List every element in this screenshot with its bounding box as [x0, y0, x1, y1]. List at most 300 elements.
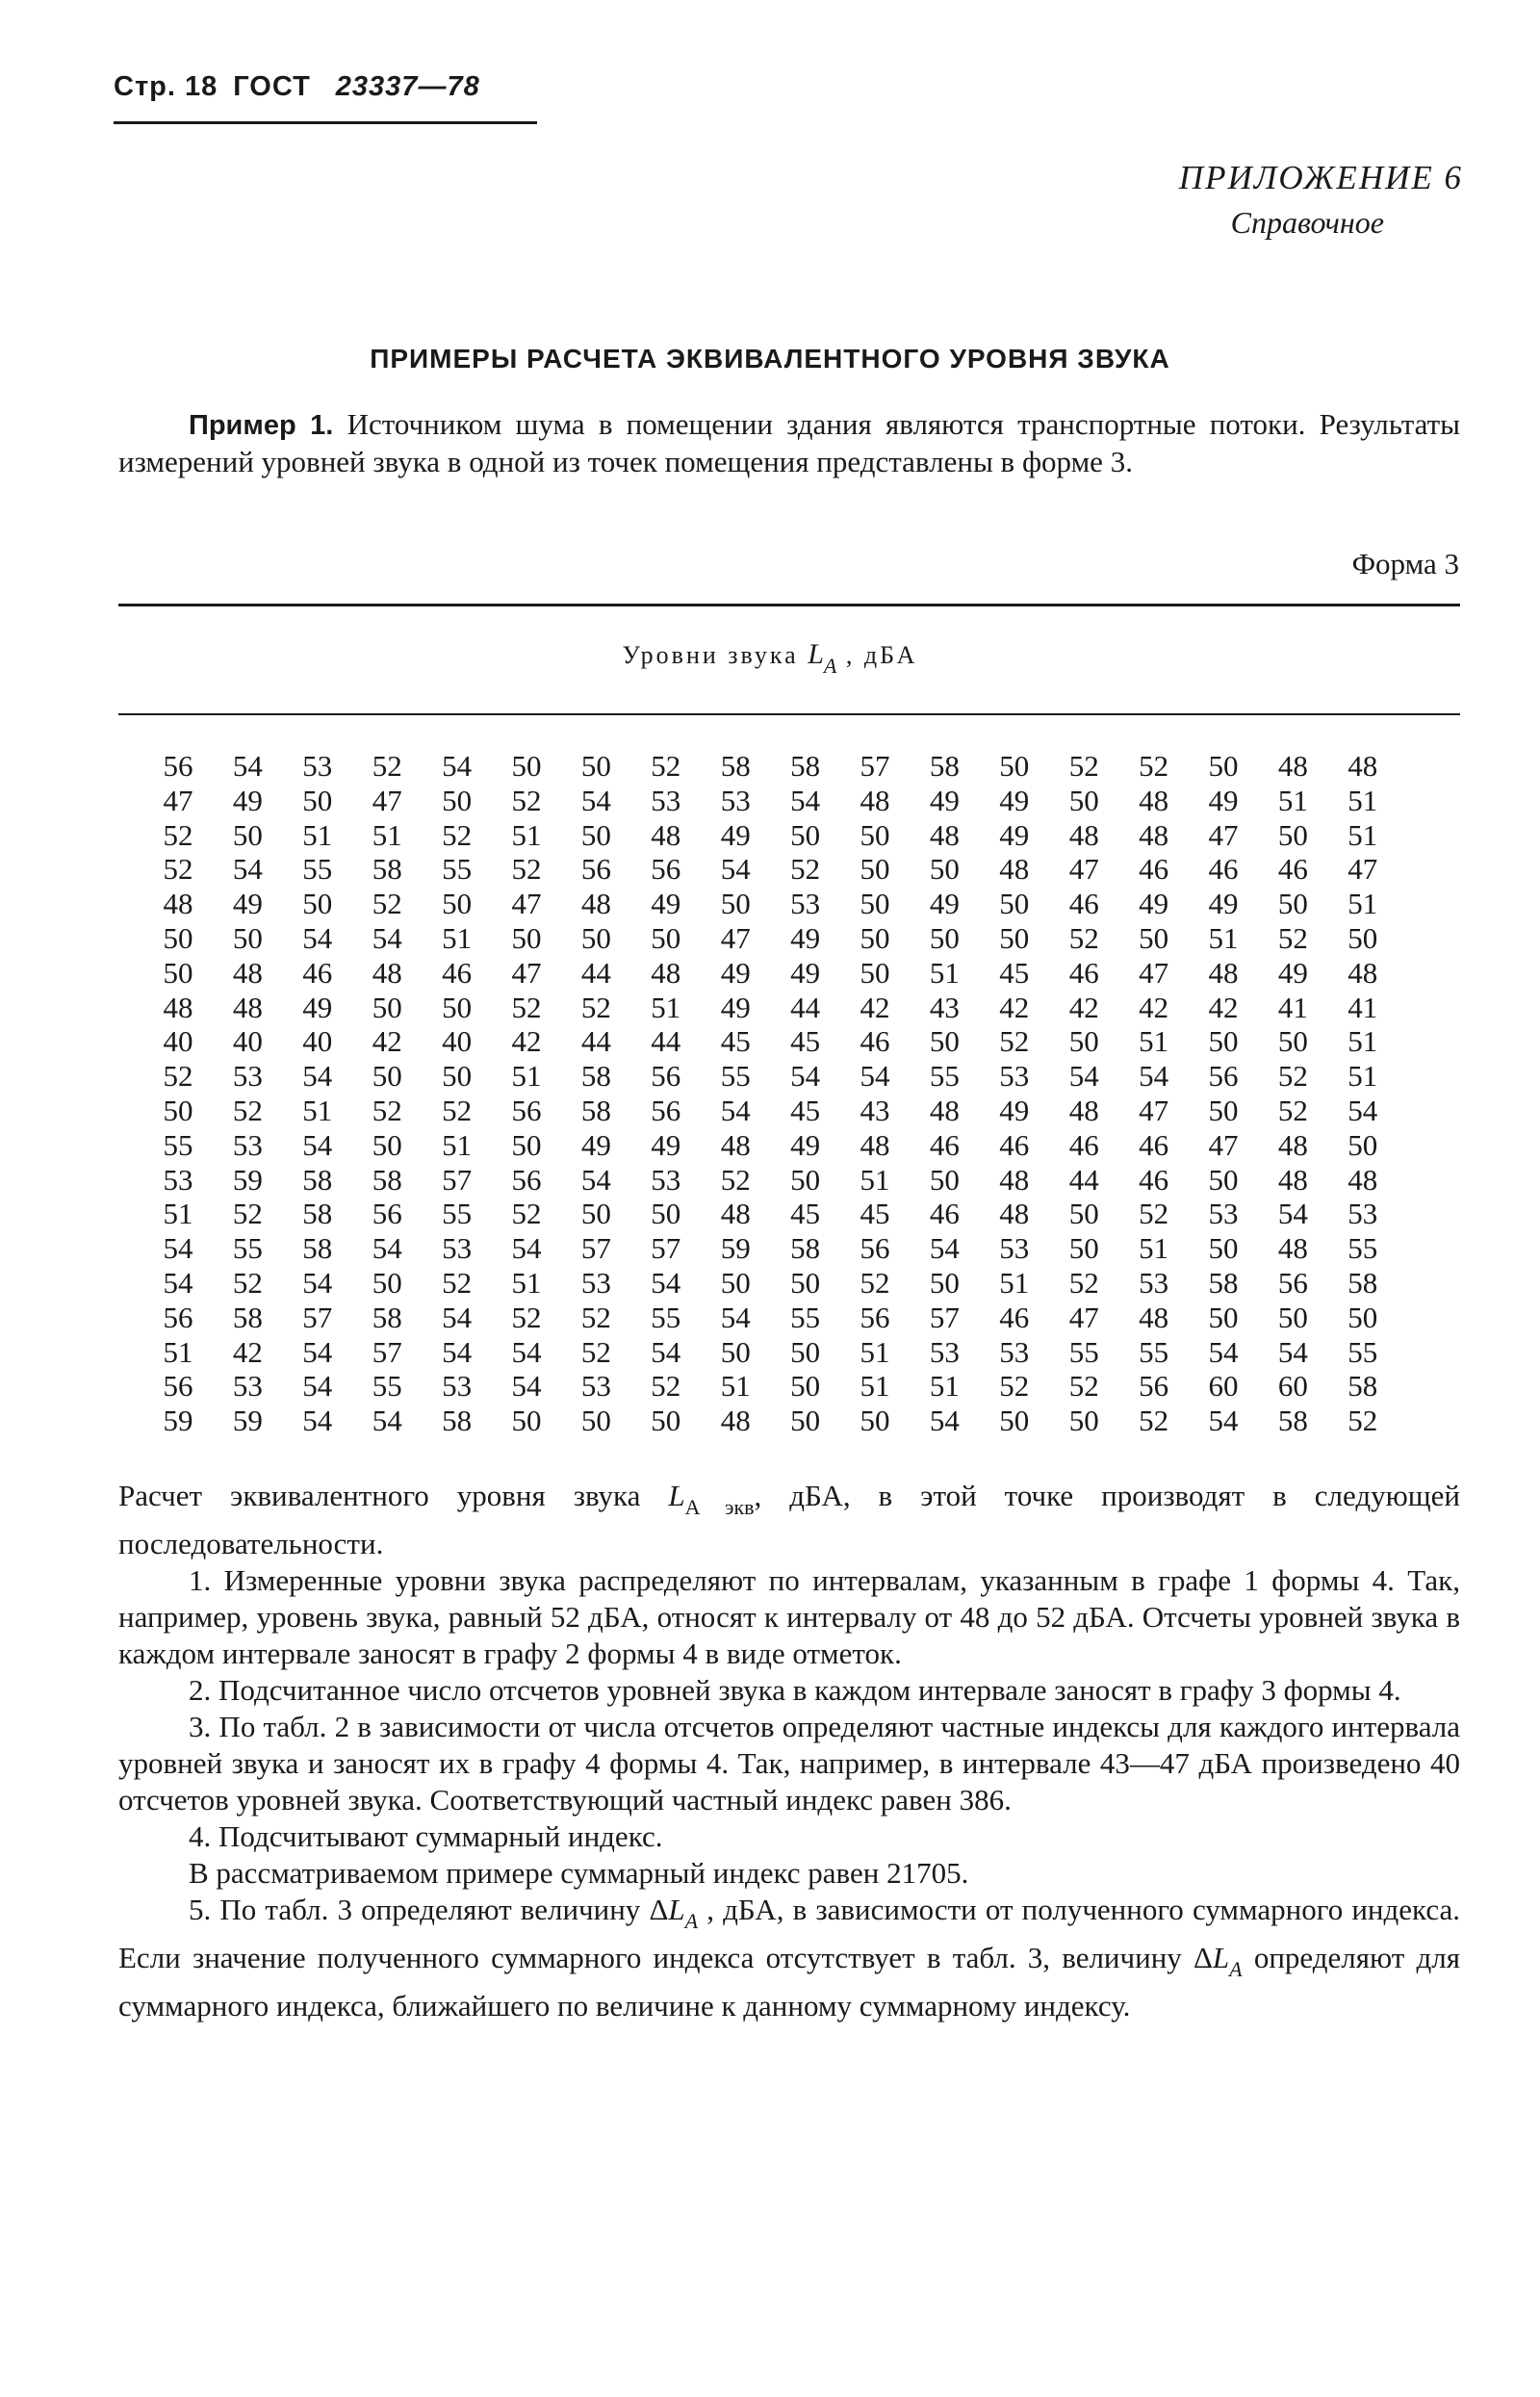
table-cell: 49 [1277, 955, 1308, 990]
table-cell: 50 [860, 852, 890, 887]
table-cell: 58 [1208, 1265, 1239, 1300]
table-row [154, 991, 1415, 1025]
appendix-subtitle: Справочное [1230, 205, 1384, 240]
table-cell: 49 [580, 1127, 611, 1162]
table-cell: 47 [163, 783, 193, 817]
table-cell: 50 [1277, 1300, 1308, 1334]
table-cell: 50 [790, 817, 821, 852]
table-cell: 48 [1139, 1300, 1169, 1334]
caption-subscript: A [823, 654, 837, 678]
table-cell: 46 [1277, 852, 1308, 887]
table-cell: 50 [511, 1127, 542, 1162]
table-cell: 56 [511, 1162, 542, 1197]
table-cell: 46 [1139, 1127, 1169, 1162]
table-cell: 44 [651, 1024, 681, 1059]
table-cell: 51 [1348, 887, 1378, 921]
table-cell: 53 [580, 1369, 611, 1404]
table-cell: 51 [1277, 783, 1308, 817]
table-cell: 46 [1139, 1162, 1169, 1197]
table-cell: 50 [720, 1334, 751, 1369]
table-cell: 52 [1277, 1093, 1308, 1127]
table-cell: 48 [1068, 1093, 1099, 1127]
table-cell: 50 [511, 1404, 542, 1438]
table-cell: 51 [163, 1197, 193, 1231]
table-cell: 50 [442, 783, 473, 817]
table-cell: 58 [790, 1231, 821, 1266]
table-cell: 50 [929, 1162, 960, 1197]
table-cell: 58 [1277, 1404, 1308, 1438]
table-cell: 52 [1068, 1265, 1099, 1300]
table-cell: 48 [580, 887, 611, 921]
table-cell: 48 [720, 1197, 751, 1231]
table-cell: 47 [372, 783, 402, 817]
table-cell: 54 [442, 1300, 473, 1334]
table-cell: 52 [511, 1197, 542, 1231]
form-label: Форма 3 [1351, 547, 1459, 580]
table-cell: 49 [999, 1093, 1030, 1127]
table-cell: 53 [442, 1369, 473, 1404]
table-cell: 48 [1139, 817, 1169, 852]
table-cell: 45 [790, 1197, 821, 1231]
table-row [154, 1128, 1415, 1163]
table-cell: 50 [1068, 1404, 1099, 1438]
intro-paragraph [118, 406, 1460, 480]
table-cell: 54 [302, 1265, 333, 1300]
table-cell: 55 [442, 852, 473, 887]
table-cell: 50 [580, 1404, 611, 1438]
table-cell: 48 [929, 1093, 960, 1127]
table-cell: 49 [651, 887, 681, 921]
table-cell: 49 [651, 1127, 681, 1162]
table-cell: 51 [511, 1059, 542, 1094]
table-cell: 48 [1277, 1162, 1308, 1197]
table-cell: 50 [1068, 783, 1099, 817]
table-cell: 56 [1208, 1059, 1239, 1094]
table-cell: 52 [511, 1300, 542, 1334]
standard-number: 23337—78 [335, 71, 480, 102]
table-cell: 54 [1068, 1059, 1099, 1094]
table-cell: 52 [580, 990, 611, 1024]
table-cell: 42 [372, 1024, 402, 1059]
table-row [154, 784, 1415, 818]
table-cell: 50 [999, 887, 1030, 921]
table-cell: 50 [860, 955, 890, 990]
table-row [154, 1369, 1415, 1404]
table-cell: 53 [999, 1231, 1030, 1266]
table-cell: 52 [163, 852, 193, 887]
table-cell: 47 [1139, 1093, 1169, 1127]
header-underline [114, 121, 537, 124]
table-row [154, 1024, 1415, 1059]
table-cell: 58 [580, 1059, 611, 1094]
delta-symbol-2: L [1212, 1941, 1230, 1974]
table-cell: 42 [999, 990, 1030, 1024]
table-cell: 55 [720, 1059, 751, 1094]
table-cell: 50 [929, 920, 960, 955]
delta-subscript: A [684, 1909, 699, 1933]
table-cell: 58 [442, 1404, 473, 1438]
table-cell: 59 [232, 1162, 263, 1197]
table-cell: 49 [999, 817, 1030, 852]
table-cell: 49 [790, 1127, 821, 1162]
table-cell: 53 [163, 1162, 193, 1197]
table-cell: 54 [442, 1334, 473, 1369]
table-cell: 56 [372, 1197, 402, 1231]
calc-intro-text-end: , дБА, в этой точке производят в следующей последовательности. [118, 1479, 1460, 1560]
caption-prefix: Уровни звука [622, 641, 808, 669]
table-cell: 49 [929, 887, 960, 921]
table-cell: 50 [1208, 1162, 1239, 1197]
page-number: Стр. 18 [114, 71, 218, 102]
table-cell: 58 [1348, 1369, 1378, 1404]
step-4-paragraph: 4. Подсчитывают суммарный индекс. [189, 1819, 663, 1853]
table-cell: 54 [442, 749, 473, 783]
table-cell: 58 [929, 749, 960, 783]
table-cell: 47 [1348, 852, 1378, 887]
table-row [154, 818, 1415, 853]
table-cell: 54 [302, 1369, 333, 1404]
table-cell: 54 [580, 783, 611, 817]
table-cell: 51 [442, 920, 473, 955]
table-cell: 58 [372, 1300, 402, 1334]
table-cell: 51 [372, 817, 402, 852]
table-cell: 50 [1277, 1024, 1308, 1059]
table-cell: 54 [302, 1404, 333, 1438]
table-row [154, 1404, 1415, 1438]
table-cell: 56 [860, 1300, 890, 1334]
table-cell: 47 [1068, 1300, 1099, 1334]
appendix-title: ПРИЛОЖЕНИЕ 6 [1178, 159, 1463, 196]
table-cell: 50 [1208, 749, 1239, 783]
table-cell: 52 [790, 852, 821, 887]
table-cell: 50 [580, 817, 611, 852]
table-cell: 50 [1277, 887, 1308, 921]
table-cell: 55 [790, 1300, 821, 1334]
table-cell: 50 [580, 920, 611, 955]
table-cell: 40 [163, 1024, 193, 1059]
table-cell: 46 [1208, 852, 1239, 887]
table-cell: 50 [372, 1265, 402, 1300]
table-cell: 54 [790, 1059, 821, 1094]
table-cell: 56 [163, 1369, 193, 1404]
table-cell: 51 [1348, 1059, 1378, 1094]
table-cell: 48 [1068, 817, 1099, 852]
table-cell: 52 [232, 1093, 263, 1127]
table-cell: 56 [163, 1300, 193, 1334]
table-cell: 57 [372, 1334, 402, 1369]
table-cell: 45 [790, 1093, 821, 1127]
table-cell: 55 [372, 1369, 402, 1404]
table-cell: 52 [232, 1197, 263, 1231]
table-cell: 58 [302, 1162, 333, 1197]
table-cell: 55 [163, 1127, 193, 1162]
table-cell: 55 [232, 1231, 263, 1266]
table-cell: 53 [1139, 1265, 1169, 1300]
table-cell: 52 [1068, 920, 1099, 955]
table-cell: 50 [720, 887, 751, 921]
table-cell: 50 [1208, 1231, 1239, 1266]
table-cell: 54 [720, 1300, 751, 1334]
table-cell: 54 [372, 1404, 402, 1438]
table-cell: 52 [1277, 920, 1308, 955]
table-row [154, 1094, 1415, 1128]
table-cell: 48 [999, 852, 1030, 887]
table-cell: 46 [1068, 887, 1099, 921]
table-cell: 53 [580, 1265, 611, 1300]
table-cell: 48 [1348, 955, 1378, 990]
table-cell: 52 [651, 749, 681, 783]
table-row [154, 1301, 1415, 1335]
table-cell: 50 [860, 887, 890, 921]
table-cell: 54 [511, 1334, 542, 1369]
table-cell: 49 [1208, 887, 1239, 921]
table-cell: 53 [232, 1059, 263, 1094]
table-cell: 49 [929, 783, 960, 817]
table-cell: 52 [1277, 1059, 1308, 1094]
table-cell: 54 [232, 852, 263, 887]
calc-intro-paragraph [118, 1478, 1460, 1562]
table-cell: 50 [1348, 1127, 1378, 1162]
table-cell: 52 [163, 817, 193, 852]
table-cell: 48 [1277, 1231, 1308, 1266]
table-cell: 50 [372, 1059, 402, 1094]
table-cell: 53 [999, 1334, 1030, 1369]
table-cell: 55 [651, 1300, 681, 1334]
table-cell: 54 [163, 1265, 193, 1300]
table-cell: 51 [1139, 1024, 1169, 1059]
table-cell: 53 [720, 783, 751, 817]
table-cell: 52 [372, 749, 402, 783]
table-cell: 48 [232, 990, 263, 1024]
delta-subscript-2: A [1229, 1957, 1243, 1981]
table-cell: 59 [163, 1404, 193, 1438]
level-subscript: A экв [684, 1495, 755, 1519]
table-cell: 56 [1277, 1265, 1308, 1300]
table-cell: 51 [1208, 920, 1239, 955]
table-cell: 53 [232, 1127, 263, 1162]
table-cell: 57 [860, 749, 890, 783]
table-cell: 48 [1208, 955, 1239, 990]
table-cell: 44 [580, 1024, 611, 1059]
table-cell: 56 [651, 1059, 681, 1094]
table-cell: 47 [720, 920, 751, 955]
table-cell: 50 [1348, 1300, 1378, 1334]
table-cell: 50 [1068, 1197, 1099, 1231]
table-cell: 50 [929, 1024, 960, 1059]
table-cell: 52 [442, 817, 473, 852]
table-cell: 52 [511, 852, 542, 887]
table-cell: 48 [163, 990, 193, 1024]
table-cell: 54 [1208, 1334, 1239, 1369]
appendix-label [1179, 159, 1463, 241]
table-cell: 41 [1277, 990, 1308, 1024]
table-cell: 50 [860, 1404, 890, 1438]
table-cell: 47 [511, 887, 542, 921]
table-cell: 50 [999, 1404, 1030, 1438]
table-row [154, 887, 1415, 921]
calc-intro-text: Расчет эквивалентного уровня звука [118, 1479, 669, 1512]
table-cell: 48 [860, 783, 890, 817]
table-cell: 54 [302, 1059, 333, 1094]
table-cell: 48 [1348, 749, 1378, 783]
table-cell: 55 [1068, 1334, 1099, 1369]
table-cell: 52 [1139, 1404, 1169, 1438]
table-cell: 50 [163, 955, 193, 990]
table-cell: 51 [302, 1093, 333, 1127]
table-cell: 50 [580, 749, 611, 783]
standard-label: ГОСТ [233, 71, 311, 102]
table-cell: 54 [929, 1404, 960, 1438]
table-cell: 48 [1139, 783, 1169, 817]
table-cell: 50 [790, 1369, 821, 1404]
example-lead: Пример 1. [189, 410, 334, 441]
sound-level-table [154, 749, 1415, 1438]
table-cell: 52 [999, 1024, 1030, 1059]
table-cell: 52 [372, 1093, 402, 1127]
step-5-text-end: определяют для суммарного индекса, ближайшего по величине к данному суммарному индексу. [118, 1941, 1461, 2023]
table-cell: 54 [720, 852, 751, 887]
table-cell: 50 [651, 920, 681, 955]
table-cell: 50 [790, 1334, 821, 1369]
table-cell: 46 [929, 1127, 960, 1162]
table-cell: 54 [511, 1231, 542, 1266]
caption-symbol: L [808, 638, 824, 670]
table-cell: 47 [1208, 817, 1239, 852]
table-row [154, 956, 1415, 991]
table-cell: 59 [720, 1231, 751, 1266]
table-cell: 60 [1208, 1369, 1239, 1404]
table-cell: 52 [1068, 1369, 1099, 1404]
table-cell: 53 [651, 1162, 681, 1197]
table-cell: 54 [1208, 1404, 1239, 1438]
table-cell: 54 [163, 1231, 193, 1266]
table-cell: 51 [1139, 1231, 1169, 1266]
table-cell: 54 [1277, 1334, 1308, 1369]
table-row [154, 921, 1415, 956]
table-cell: 57 [442, 1162, 473, 1197]
table-cell: 55 [1139, 1334, 1169, 1369]
table-cell: 48 [651, 817, 681, 852]
table-cell: 54 [1348, 1093, 1378, 1127]
table-cell: 49 [999, 783, 1030, 817]
table-cell: 53 [651, 783, 681, 817]
table-cell: 52 [511, 783, 542, 817]
table-cell: 42 [1068, 990, 1099, 1024]
table-cell: 50 [232, 920, 263, 955]
table-cell: 52 [442, 1093, 473, 1127]
table-cell: 44 [580, 955, 611, 990]
table-cell: 55 [302, 852, 333, 887]
table-cell: 50 [860, 920, 890, 955]
table-cell: 52 [720, 1162, 751, 1197]
table-cell: 55 [1348, 1231, 1378, 1266]
table-cell: 45 [720, 1024, 751, 1059]
table-cell: 45 [999, 955, 1030, 990]
table-cell: 46 [1139, 852, 1169, 887]
step-5-text: 5. По табл. 3 определяют величину Δ [189, 1893, 669, 1926]
table-cell: 50 [163, 1093, 193, 1127]
table-cell: 57 [302, 1300, 333, 1334]
table-cell: 49 [1208, 783, 1239, 817]
table-cell: 41 [1348, 990, 1378, 1024]
table-row [154, 749, 1415, 784]
table-cell: 47 [1068, 852, 1099, 887]
table-cell: 47 [1139, 955, 1169, 990]
table-cell: 49 [790, 955, 821, 990]
caption-suffix: , дБА [836, 641, 918, 669]
table-cell: 51 [1348, 783, 1378, 817]
table-cell: 55 [929, 1059, 960, 1094]
table-cell: 53 [232, 1369, 263, 1404]
table-cell: 58 [302, 1231, 333, 1266]
table-cell: 59 [232, 1404, 263, 1438]
table-cell: 43 [929, 990, 960, 1024]
table-cell: 51 [860, 1162, 890, 1197]
table-cell: 42 [511, 1024, 542, 1059]
table-cell: 58 [790, 749, 821, 783]
table-cell: 54 [860, 1059, 890, 1094]
table-cell: 50 [1139, 920, 1169, 955]
table-cell: 45 [790, 1024, 821, 1059]
table-cell: 54 [302, 1127, 333, 1162]
table-cell: 50 [163, 920, 193, 955]
table-cell: 42 [1208, 990, 1239, 1024]
table-cell: 50 [372, 1127, 402, 1162]
table-cell: 47 [1208, 1127, 1239, 1162]
table-cell: 42 [860, 990, 890, 1024]
table-cell: 45 [860, 1197, 890, 1231]
table-cell: 58 [302, 1197, 333, 1231]
table-cell: 48 [929, 817, 960, 852]
table-cell: 51 [651, 990, 681, 1024]
table-cell: 48 [163, 887, 193, 921]
table-cell: 43 [860, 1093, 890, 1127]
table-cell: 52 [1348, 1404, 1378, 1438]
table-cell: 51 [163, 1334, 193, 1369]
table-cell: 48 [651, 955, 681, 990]
sum-index-paragraph: В рассматриваемом примере суммарный индекс равен 21705. [189, 1856, 969, 1890]
table-cell: 52 [999, 1369, 1030, 1404]
table-cell: 53 [1208, 1197, 1239, 1231]
table-cell: 49 [232, 783, 263, 817]
table-cell: 56 [1139, 1369, 1169, 1404]
table-cell: 54 [1139, 1059, 1169, 1094]
table-cell: 51 [860, 1334, 890, 1369]
table-cell: 42 [1139, 990, 1169, 1024]
table-cell: 50 [302, 887, 333, 921]
table-cell: 48 [232, 955, 263, 990]
table-cell: 51 [929, 1369, 960, 1404]
table-cell: 60 [1277, 1369, 1308, 1404]
table-cell: 44 [790, 990, 821, 1024]
table-cell: 48 [999, 1197, 1030, 1231]
table-cell: 58 [580, 1093, 611, 1127]
table-cell: 54 [651, 1334, 681, 1369]
table-row [154, 1266, 1415, 1301]
table-caption [0, 638, 1540, 679]
table-cell: 54 [232, 749, 263, 783]
table-cell: 50 [790, 1404, 821, 1438]
table-cell: 54 [372, 1231, 402, 1266]
table-cell: 51 [720, 1369, 751, 1404]
table-cell: 54 [651, 1265, 681, 1300]
table-cell: 50 [999, 749, 1030, 783]
table-cell: 48 [372, 955, 402, 990]
table-cell: 56 [651, 852, 681, 887]
table-row [154, 1197, 1415, 1231]
table-cell: 46 [860, 1024, 890, 1059]
table-cell: 52 [580, 1334, 611, 1369]
